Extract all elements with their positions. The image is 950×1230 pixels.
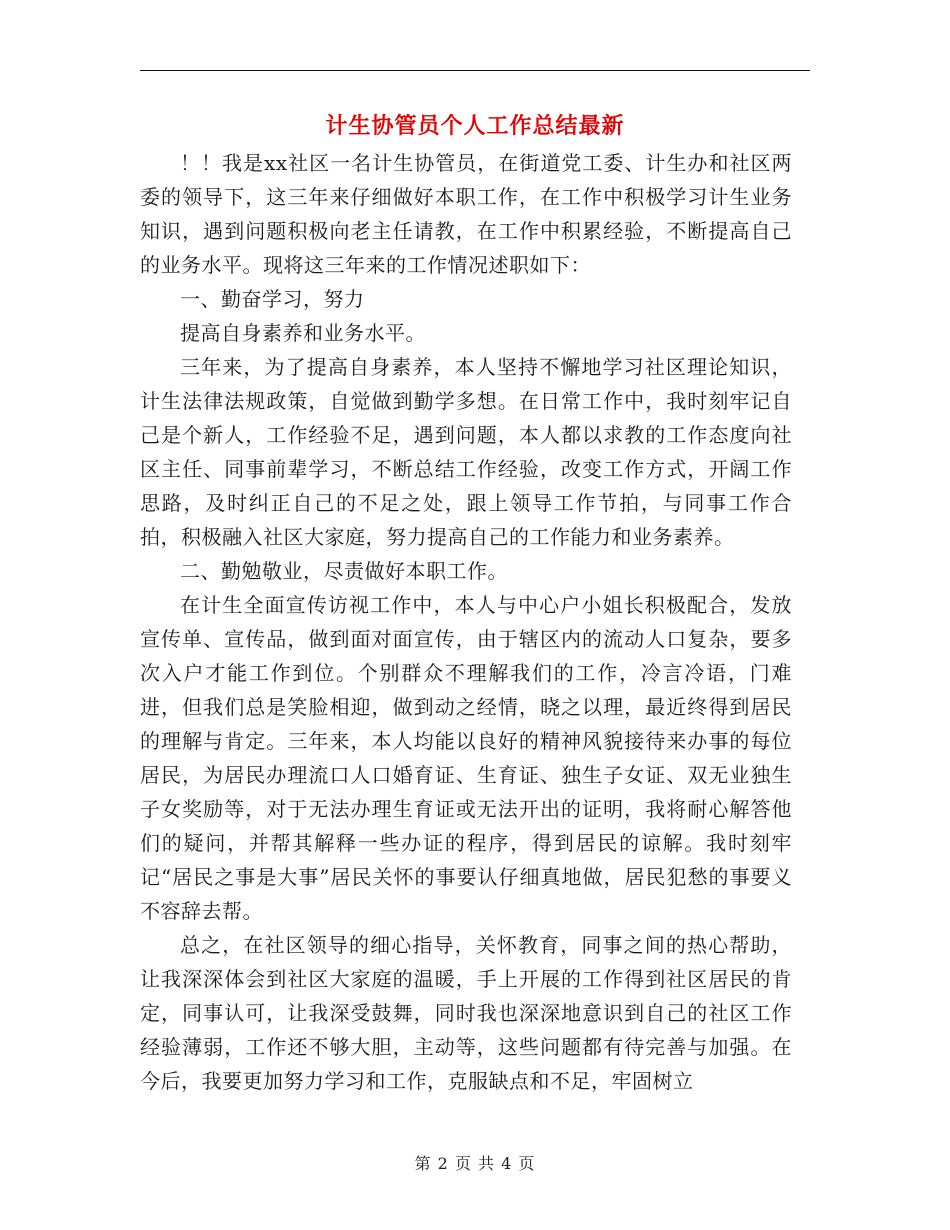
document-body bbox=[140, 146, 792, 1098]
header-rule bbox=[140, 70, 810, 71]
paragraph-summary: 总之，在社区领导的细心指导，关怀教育，同事之间的热心帮助，让我深深体会到社区大家庭的温暖，手上开展的工作得到社区居民的肯定，同事认可，让我深受鼓舞，同时我也深深地意识到自己的社区工作经验薄弱，工作还不够大胆，主动等，这些问题都有待完善与加强。在今后，我要更加努力学习和工作，克服缺点和不足，牢固树立 bbox=[140, 933, 792, 1093]
paragraph-study: 三年来，为了提高自身素养，本人坚持不懈地学习社区理论知识，计生法律法规政策，自觉做到勤学多想。在日常工作中，我时刻牢记自己是个新人，工作经验不足，遇到问题，本人都以求教的工作态度向社区主任、同事前辈学习，不断总结工作经验，改变工作方式，开阔工作思路，及时纠正自己的不足之处，跟上领导工作节拍，与同事工作合拍，积极融入社区大家庭，努力提高自己的工作能力和业务素养。 bbox=[140, 355, 792, 549]
document-title: 计生协管员个人工作总结最新 bbox=[325, 113, 625, 139]
paragraph-heading-1: 一、勤奋学习，努力 bbox=[180, 287, 365, 311]
page-number-footer: 第 2 页 共 4 页 bbox=[414, 1154, 536, 1173]
paragraph-heading-1-continued: 提高自身素养和业务水平。 bbox=[180, 321, 426, 345]
paragraph-heading-2: 二、勤勉敬业，尽责做好本职工作。 bbox=[180, 559, 508, 583]
paragraph-intro: ！！我是xx社区一名计生协管员，在街道党工委、计生办和社区两委的领导下，这三年来仔细做好本职工作，在工作中积极学习计生业务知识，遇到问题积极向老主任请教，在工作中积累经验，不断提高自己的业务水平。现将这三年来的工作情况述职如下： bbox=[140, 151, 792, 277]
paragraph-work: 在计生全面宣传访视工作中，本人与中心户小姐长积极配合，发放宣传单、宣传品，做到面对面宣传，由于辖区内的流动人口复杂，要多次入户才能工作到位。个别群众不理解我们的工作，冷言冷语，门难进，但我们总是笑脸相迎，做到动之经情，晓之以理，最近终得到居民的理解与肯定。三年来，本人均能以良好的精神风貌接待来办事的每位居民，为居民办理流口人口婚育证、生育证、独生子女证、双无业独生子女奖励等，对于无法办理生育证或无法开出的证明，我将耐心解答他们的疑问，并帮其解释一些办证的程序，得到居民的谅解。我时刻牢记“居民之事是大事”居民关怀的事要认仔细真地做，居民犯愁的事要义不容辞去帮。 bbox=[140, 593, 792, 923]
